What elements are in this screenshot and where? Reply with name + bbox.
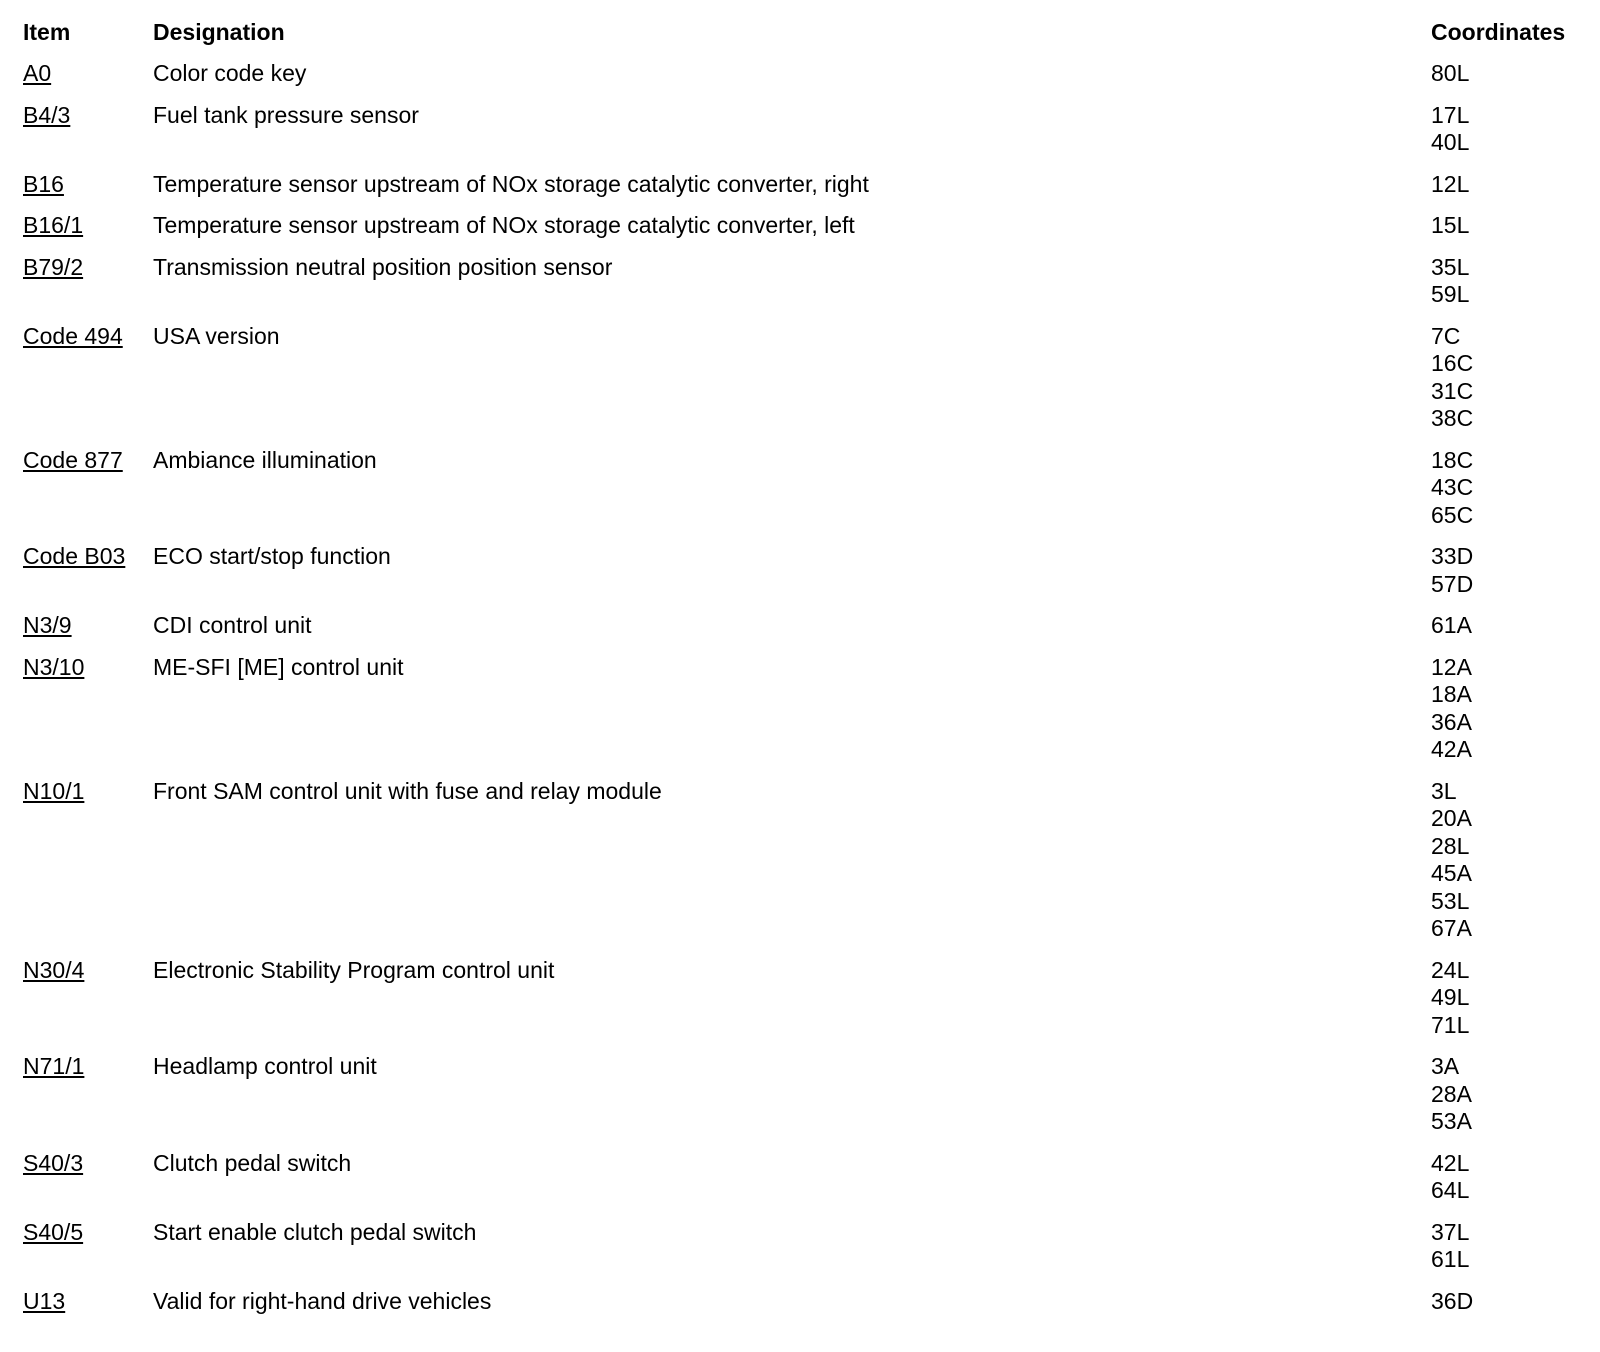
coordinate-value: 71L	[1431, 1011, 1470, 1038]
table-row	[23, 778, 1583, 943]
designation-text: Color code key	[153, 60, 307, 86]
designation-text: Headlamp control unit	[153, 1053, 377, 1079]
coordinate-value: 40L	[1431, 129, 1470, 155]
table-row	[23, 654, 1583, 764]
item-link[interactable]: N10/1	[23, 777, 85, 804]
designation-text: ME-SFI [ME] control unit	[153, 653, 404, 680]
coordinates-cell	[1431, 254, 1469, 309]
coordinates-cell	[1431, 102, 1469, 157]
coordinate-value: 35L	[1431, 253, 1470, 280]
designation-text: Front SAM control unit with fuse and relay module	[153, 777, 662, 804]
item-link[interactable]: S40/5	[23, 1218, 84, 1245]
coordinate-value: 18A	[1431, 681, 1472, 707]
coordinate-value: 15L	[1431, 212, 1470, 238]
component-table-body	[23, 60, 1583, 1329]
designation-text: Ambiance illumination	[153, 446, 377, 473]
designation-text: Fuel tank pressure sensor	[153, 101, 419, 128]
item-link[interactable]: B16	[23, 170, 64, 197]
coordinates-cell	[1431, 612, 1472, 640]
table-row	[23, 1288, 1583, 1316]
item-link[interactable]: S40/3	[23, 1149, 84, 1176]
coordinates-cell	[1431, 212, 1469, 240]
header-item: Item	[23, 19, 71, 45]
item-link[interactable]: Code 877	[23, 446, 123, 473]
table-row	[23, 543, 1583, 598]
table-row	[23, 60, 1583, 88]
designation-text: CDI control unit	[153, 612, 312, 638]
designation-text: Temperature sensor upstream of NOx storage catalytic converter, right	[153, 170, 869, 197]
designation-text: Transmission neutral position position sensor	[153, 253, 613, 280]
designation-text: Clutch pedal switch	[153, 1149, 352, 1176]
coordinates-cell	[1431, 654, 1472, 764]
coordinate-value: 38C	[1431, 405, 1474, 431]
coordinate-value: 18C	[1431, 446, 1474, 473]
coordinates-cell	[1431, 1053, 1472, 1136]
item-link[interactable]: Code 494	[23, 322, 123, 349]
header-designation: Designation	[153, 19, 285, 45]
designation-text: Valid for right-hand drive vehicles	[153, 1287, 492, 1314]
coordinate-value: 12L	[1431, 170, 1470, 197]
table-row	[23, 212, 1583, 240]
coordinate-value: 61L	[1431, 1246, 1470, 1272]
coordinate-value: 3L	[1431, 777, 1457, 804]
coordinate-value: 17L	[1431, 101, 1470, 128]
coordinate-value: 7C	[1431, 322, 1461, 349]
table-row	[23, 171, 1583, 199]
coordinate-value: 43C	[1431, 474, 1474, 500]
item-link[interactable]: B79/2	[23, 253, 84, 280]
coordinate-value: 36D	[1431, 1287, 1474, 1314]
coordinate-value: 61A	[1431, 612, 1472, 638]
coordinates-cell	[1431, 957, 1469, 1040]
coordinate-value: 42A	[1431, 736, 1472, 762]
coordinates-cell	[1431, 543, 1473, 598]
coordinate-value: 16C	[1431, 350, 1474, 376]
item-link[interactable]: B16/1	[23, 212, 84, 238]
coordinate-value: 42L	[1431, 1149, 1470, 1176]
item-link[interactable]: N3/10	[23, 653, 85, 680]
coordinates-cell	[1431, 778, 1472, 943]
table-row	[23, 957, 1583, 1040]
table-row	[23, 1053, 1583, 1136]
coordinates-cell	[1431, 1150, 1469, 1205]
coordinate-value: 59L	[1431, 281, 1470, 307]
coordinate-value: 53A	[1431, 1108, 1472, 1134]
item-link[interactable]: B4/3	[23, 101, 71, 128]
coordinate-value: 49L	[1431, 984, 1470, 1010]
coordinate-value: 28A	[1431, 1080, 1472, 1107]
table-row	[23, 1219, 1583, 1274]
coordinate-value: 67A	[1431, 915, 1472, 941]
designation-text: Start enable clutch pedal switch	[153, 1218, 477, 1245]
coordinate-value: 36A	[1431, 708, 1472, 735]
coordinates-cell	[1431, 171, 1469, 199]
coordinate-value: 53L	[1431, 887, 1470, 914]
table-row	[23, 254, 1583, 309]
designation-text: Temperature sensor upstream of NOx storage catalytic converter, left	[153, 212, 855, 238]
coordinates-cell	[1431, 323, 1473, 433]
designation-text: ECO start/stop function	[153, 543, 391, 569]
table-row	[23, 612, 1583, 640]
table-row	[23, 102, 1583, 157]
coordinate-value: 12A	[1431, 653, 1472, 680]
designation-text: Electronic Stability Program control unit	[153, 956, 555, 983]
table-row	[23, 1150, 1583, 1205]
coordinates-cell	[1431, 1219, 1469, 1274]
coordinate-value: 65C	[1431, 501, 1474, 528]
item-link[interactable]: N30/4	[23, 956, 85, 983]
coordinate-value: 45A	[1431, 860, 1472, 886]
header-coordinates: Coordinates	[1431, 19, 1566, 45]
item-link[interactable]: A0	[23, 60, 52, 86]
item-link[interactable]: Code B03	[23, 543, 126, 569]
coordinates-cell	[1431, 60, 1469, 88]
item-link[interactable]: U13	[23, 1287, 66, 1314]
coordinate-value: 3A	[1431, 1053, 1460, 1079]
coordinate-value: 24L	[1431, 956, 1470, 983]
coordinates-cell	[1431, 1288, 1473, 1316]
coordinate-value: 31C	[1431, 377, 1474, 404]
item-link[interactable]: N71/1	[23, 1053, 85, 1079]
coordinate-value: 64L	[1431, 1177, 1470, 1203]
table-header	[23, 19, 1583, 49]
coordinate-value: 28L	[1431, 832, 1470, 859]
table-row	[23, 447, 1583, 530]
coordinate-value: 57D	[1431, 570, 1474, 597]
coordinate-value: 33D	[1431, 543, 1474, 569]
coordinate-value: 37L	[1431, 1218, 1470, 1245]
designation-text: USA version	[153, 322, 280, 349]
table-row	[23, 323, 1583, 433]
coordinates-cell	[1431, 447, 1473, 530]
item-link[interactable]: N3/9	[23, 612, 72, 638]
coordinate-value: 20A	[1431, 805, 1472, 831]
coordinate-value: 80L	[1431, 60, 1470, 86]
